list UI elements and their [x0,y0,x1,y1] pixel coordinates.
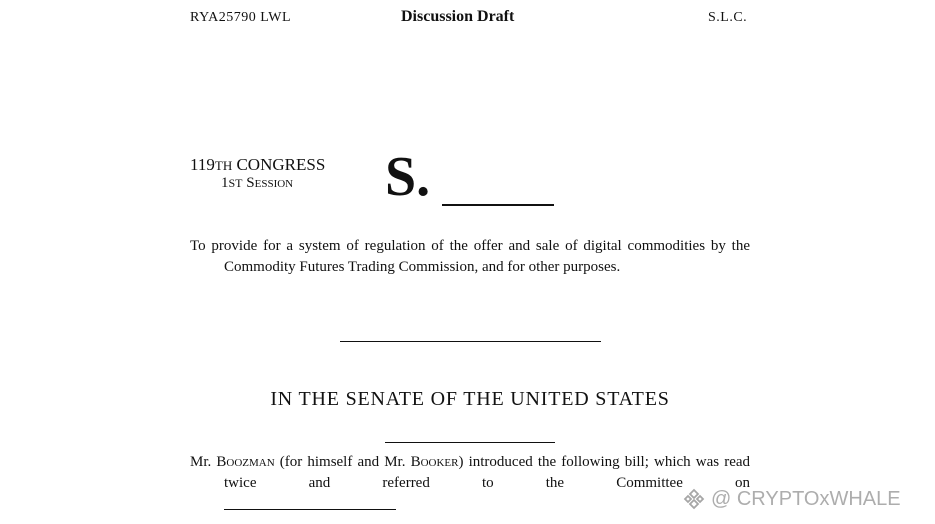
watermark-text: @ CRYPTOxWHALE [711,487,901,510]
intro-middle: (for himself and Mr. [274,454,411,470]
congress-label [190,155,325,175]
session-word: Session [246,175,294,191]
watermark [683,486,901,512]
bill-purpose-text: To provide for a system of regulation of the offer and sale of digital commodities by the Commodity Futures Trading Commission, and for other purposes. [190,238,750,275]
introduction-paragraph [190,452,750,494]
slc-label: S.L.C. [708,10,748,25]
committee-blank-line [224,509,396,510]
congress-number: 119 [190,155,215,174]
intro-rest: ) introduced the following bill; which was read twice and referred to the Committee on [224,454,751,491]
intro-mr-1: Mr. [190,454,217,470]
bill-number-blank [442,204,554,206]
bill-purpose [190,236,750,278]
session-ordinal-suffix: ST [228,176,243,190]
congress-word: CONGRESS [236,155,326,174]
cosponsor-name: Booker [410,454,459,470]
divider-long [340,341,601,342]
session-label [221,174,293,192]
session-number: 1 [221,175,229,191]
discussion-draft-label: Discussion Draft [401,8,515,25]
chamber-heading: IN THE SENATE OF THE UNITED STATES [270,388,670,410]
bill-draft-id: RYA25790 LWL [190,10,292,25]
diamond-logo-icon [683,488,705,510]
bill-number-prefix: S. [385,146,431,208]
sponsor-name: Boozman [216,454,275,470]
congress-ordinal-suffix: TH [214,158,233,173]
divider-medium [385,442,555,443]
